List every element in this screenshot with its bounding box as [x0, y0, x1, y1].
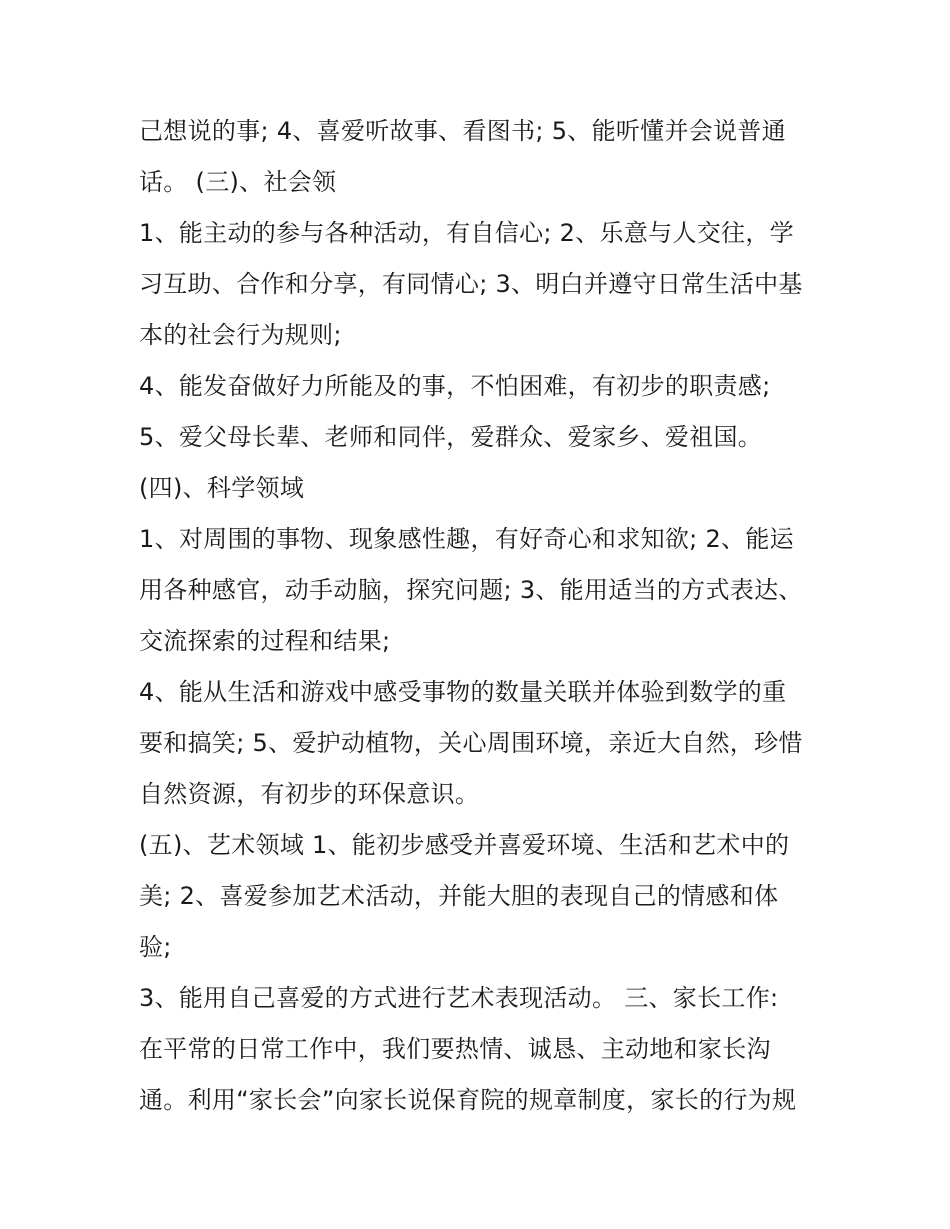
text-line: 美; 2、喜爱参加艺术活动，并能大胆的表现自己的情感和体 [139, 882, 779, 910]
text-line: (五)、艺术领域 1、能初步感受并喜爱环境、生活和艺术中的 [139, 831, 790, 859]
text-line: 要和搞笑; 5、爱护动植物，关心周围环境，亲近大自然，珍惜 [139, 729, 803, 757]
section-heading: (四)、科学领域 [139, 474, 305, 502]
text-line: 4、能发奋做好力所能及的事，不怕困难，有初步的职责感; [139, 372, 771, 400]
text-line: 1、能主动的参与各种活动，有自信心; 2、乐意与人交往，学 [139, 219, 794, 247]
text-line: 5、爱父母长辈、老师和同伴，爱群众、爱家乡、爱祖国。 [139, 423, 763, 451]
text-line: 自然资源，有初步的环保意识。 [139, 780, 480, 808]
text-line: 在平常的日常工作中，我们要热情、诚恳、主动地和家长沟 [139, 1035, 771, 1063]
text-line: 本的社会行为规则; [139, 321, 342, 349]
text-line: 话。 (三)、社会领 [139, 168, 337, 196]
text-line: 用各种感官，动手动脑，探究问题; 3、能用适当的方式表达、 [139, 576, 803, 604]
text-line: 通。利用“家长会”向家长说保育院的规章制度，家长的行为规 [139, 1086, 797, 1114]
text-line: 验; [139, 933, 172, 961]
document-body [139, 106, 829, 1126]
text-line: 己想说的事; 4、喜爱听故事、看图书; 5、能听懂并会说普通 [139, 117, 786, 145]
text-line: 3、能用自己喜爱的方式进行艺术表现活动。 三、家长工作: [139, 984, 779, 1012]
text-line: 交流探索的过程和结果; [139, 627, 391, 655]
text-line: 1、对周围的事物、现象感性趣，有好奇心和求知欲; 2、能运 [139, 525, 794, 553]
text-line: 4、能从生活和游戏中感受事物的数量关联并体验到数学的重 [139, 678, 787, 706]
text-line: 习互助、合作和分享，有同情心; 3、明白并遵守日常生活中基 [139, 270, 803, 298]
